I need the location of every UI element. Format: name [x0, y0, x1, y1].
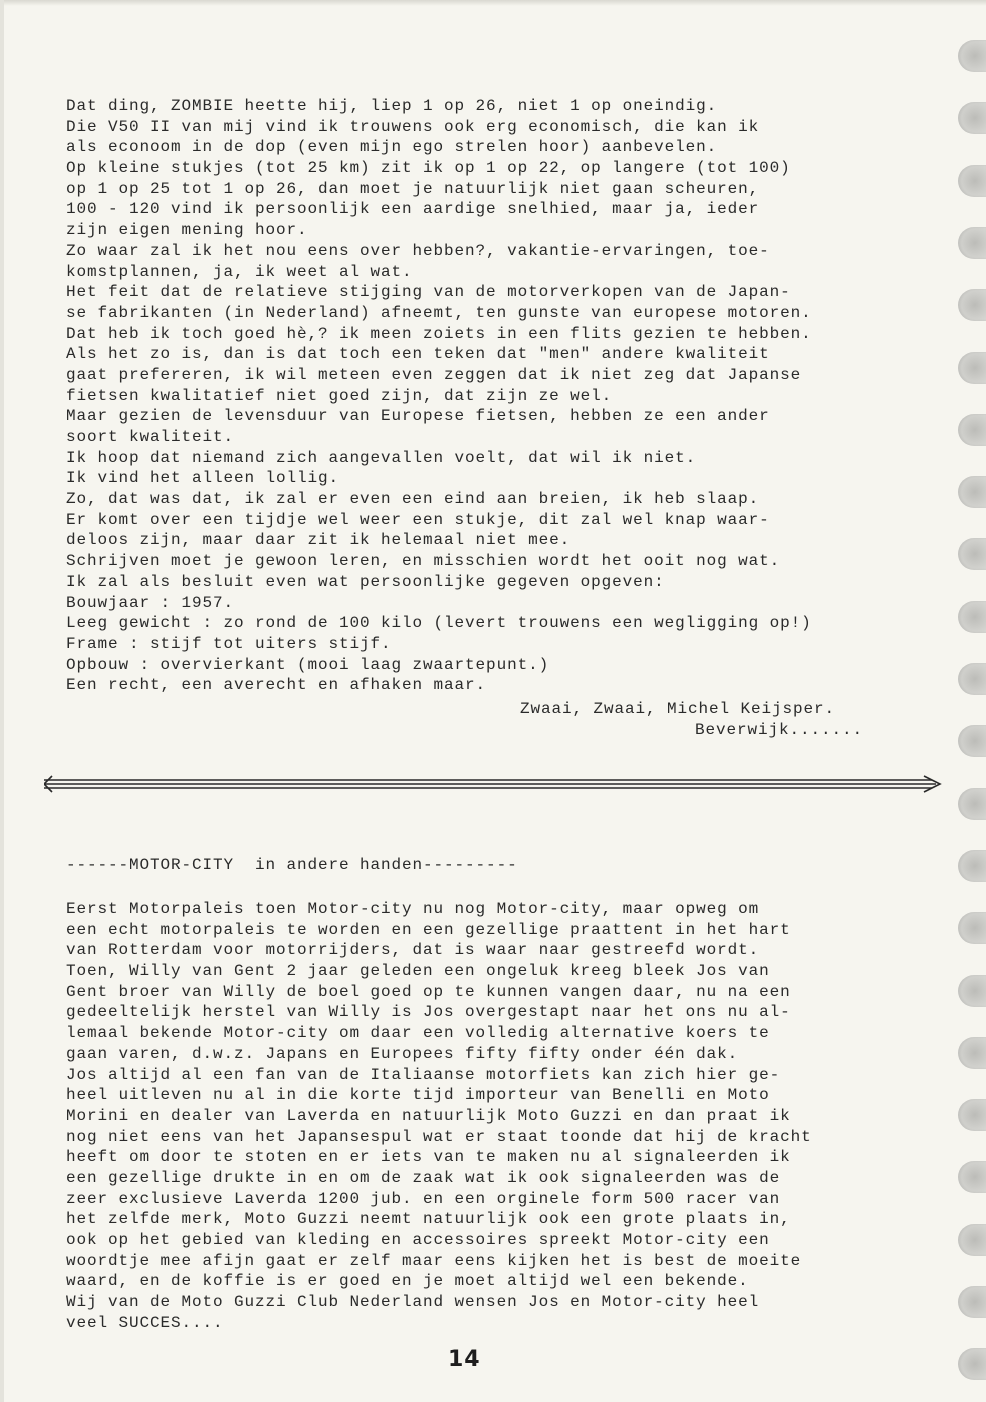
text-line: Dat heb ik toch goed hè,? ik meen zoiets in een flits gezien te hebben. — [66, 324, 812, 343]
binding-hole-icon — [958, 414, 986, 446]
binding-hole-icon — [958, 352, 986, 384]
text-line: Morini en dealer van Laverda en natuurlijk Moto Guzzi en dan praat ik — [66, 1106, 791, 1125]
text-line: 100 - 120 vind ik persoonlijk een aardige snelhied, maar ja, ieder — [66, 200, 760, 219]
text-line: Gent broer van Willy de boel goed op te kunnen vangen daar, nu na een — [66, 982, 791, 1001]
binding-hole-icon — [958, 538, 986, 570]
text-line: Leeg gewicht : zo rond de 100 kilo (levert trouwens een wegligging op!) — [66, 614, 812, 633]
text-line: Ik vind het alleen lollig. — [66, 469, 340, 488]
letter-signature: Zwaai, Zwaai, Michel Keijsper. — [520, 700, 836, 718]
binding-hole-icon — [958, 1224, 986, 1256]
binding-hole-icon — [958, 102, 986, 134]
article-heading: ------MOTOR-CITY in andere handen--------- — [66, 856, 518, 874]
text-line: woordtje mee afijn gaat er zelf maar eens kijken het is best de moeite — [66, 1251, 802, 1270]
text-line: Zo, dat was dat, ik zal er even een eind aan breien, ik heb slaap. — [66, 490, 760, 509]
text-line: Het feit dat de relatieve stijging van de motorverkopen van de Japan- — [66, 283, 791, 302]
text-line: op 1 op 25 tot 1 op 26, dan moet je natuurlijk niet gaan scheuren, — [66, 179, 760, 198]
text-line: van Rotterdam voor motorrijders, dat is waar naar gestreefd wordt. — [66, 941, 760, 960]
text-line: zeer exclusieve Laverda 1200 jub. en een orginele form 500 racer van — [66, 1189, 781, 1208]
text-line: nog niet eens van het Japansespul wat er staat toonde dat hij de kracht — [66, 1127, 812, 1146]
text-line: Die V50 II van mij vind ik trouwens ook erg economisch, die kan ik — [66, 117, 760, 136]
text-line: veel SUCCES.... — [66, 1313, 224, 1332]
text-line: gaat prefereren, ik wil meteen even zeggen dat ik niet zeg dat Japanse — [66, 365, 802, 384]
binding-hole-icon — [958, 1099, 986, 1131]
text-line: Ik hoop dat niemand zich aangevallen voelt, dat wil ik niet. — [66, 448, 697, 467]
binding-hole-icon — [958, 788, 986, 820]
text-line: het zelfde merk, Moto Guzzi neemt natuurlijk ook een grote plaats in, — [66, 1210, 791, 1229]
binding-hole-icon — [958, 1348, 986, 1380]
text-line: Wij van de Moto Guzzi Club Nederland wensen Jos en Motor-city heel — [66, 1293, 760, 1312]
text-line: heeft om door te stoten en er iets van te maken nu al signaleerden ik — [66, 1148, 791, 1167]
binding-hole-icon — [958, 165, 986, 197]
binding-hole-icon — [958, 289, 986, 321]
page-number: 14 — [448, 1347, 481, 1372]
text-line: Een recht, een averecht en afhaken maar. — [66, 676, 487, 695]
binding-hole-icon — [958, 40, 986, 72]
page-left-edge — [0, 0, 4, 1402]
binding-hole-icon — [958, 912, 986, 944]
binding-hole-icon — [958, 1161, 986, 1193]
binding-hole-icon — [958, 1286, 986, 1318]
text-line: Bouwjaar : 1957. — [66, 593, 235, 612]
binding-hole-icon — [958, 601, 986, 633]
page-top-edge — [0, 0, 986, 6]
text-line: als econoom in de dop (even mijn ego strelen hoor) aanbevelen. — [66, 138, 718, 157]
text-line: een gezellige drukte in en om de zaak wat ik ook signaleerden was de — [66, 1168, 781, 1187]
binding-hole-icon — [958, 663, 986, 695]
binding-hole-icon — [958, 725, 986, 757]
text-line: Frame : stijf tot uiters stijf. — [66, 634, 392, 653]
text-line: Dat ding, ZOMBIE heette hij, liep 1 op 26, niet 1 op oneindig. — [66, 97, 718, 115]
letter-town: Beverwijk....... — [695, 721, 864, 739]
binding-hole-icon — [958, 1037, 986, 1069]
binding-hole-icon — [958, 975, 986, 1007]
binding-hole-icon — [958, 850, 986, 882]
text-line: Op kleine stukjes (tot 25 km) zit ik op 1 op 22, op langere (tot 100) — [66, 159, 791, 178]
text-line: komstplannen, ja, ik weet al wat. — [66, 262, 413, 281]
binding-hole-icon — [958, 476, 986, 508]
text-line: gedeeltelijk herstel van Willy is Jos overgestapt naar het ons nu al- — [66, 1003, 791, 1022]
text-line: gaan varen, d.w.z. Japans en Europees fifty fifty onder één dak. — [66, 1044, 739, 1063]
letter-body — [66, 96, 966, 696]
text-line: Opbouw : overvierkant (mooi laag zwaartepunt.) — [66, 655, 550, 674]
text-line: Zo waar zal ik het nou eens over hebben?, vakantie-ervaringen, toe- — [66, 241, 770, 260]
text-line: heel uitleven nu al in die korte tijd importeur van Benelli en Moto — [66, 1086, 770, 1105]
text-line: Ik zal als besluit even wat persoonlijke gegeven opgeven: — [66, 572, 665, 591]
text-line: lemaal bekende Motor-city om daar een volledig alternative koers te — [66, 1024, 770, 1043]
text-line: Jos altijd al een fan van de Italiaanse motorfiets kan zich hier ge- — [66, 1065, 781, 1084]
text-line: Als het zo is, dan is dat toch een teken dat "men" andere kwaliteit — [66, 345, 770, 364]
article-body — [66, 899, 966, 1333]
text-line: Schrijven moet je gewoon leren, en misschien wordt het ooit nog wat. — [66, 552, 781, 571]
text-line: zijn eigen mening hoor. — [66, 221, 308, 240]
text-line: se fabrikanten (in Nederland) afneemt, ten gunste van europese motoren. — [66, 303, 812, 322]
text-line: ook op het gebied van kleding en accessoires spreekt Motor-city een — [66, 1231, 770, 1249]
text-line: deloos zijn, maar daar zit ik helemaal niet mee. — [66, 531, 571, 550]
section-divider — [44, 775, 944, 793]
text-line: Er komt over een tijdje wel weer een stukje, dit zal wel knap waar- — [66, 510, 770, 529]
text-line: Maar gezien de levensduur van Europese fietsen, hebben ze een ander — [66, 407, 770, 426]
text-line: een echt motorpaleis te worden en een gezellige praattent in het hart — [66, 920, 791, 939]
text-line: Toen, Willy van Gent 2 jaar geleden een ongeluk kreeg bleek Jos van — [66, 962, 770, 981]
binding-hole-icon — [958, 227, 986, 259]
text-line: Eerst Motorpaleis toen Motor-city nu nog Motor-city, maar opweg om — [66, 900, 760, 918]
text-line: soort kwaliteit. — [66, 428, 235, 446]
text-line: waard, en de koffie is er goed en je moet altijd wel een bekende. — [66, 1272, 749, 1291]
text-line: fietsen kwalitatief niet goed zijn, dat zijn ze wel. — [66, 386, 613, 405]
